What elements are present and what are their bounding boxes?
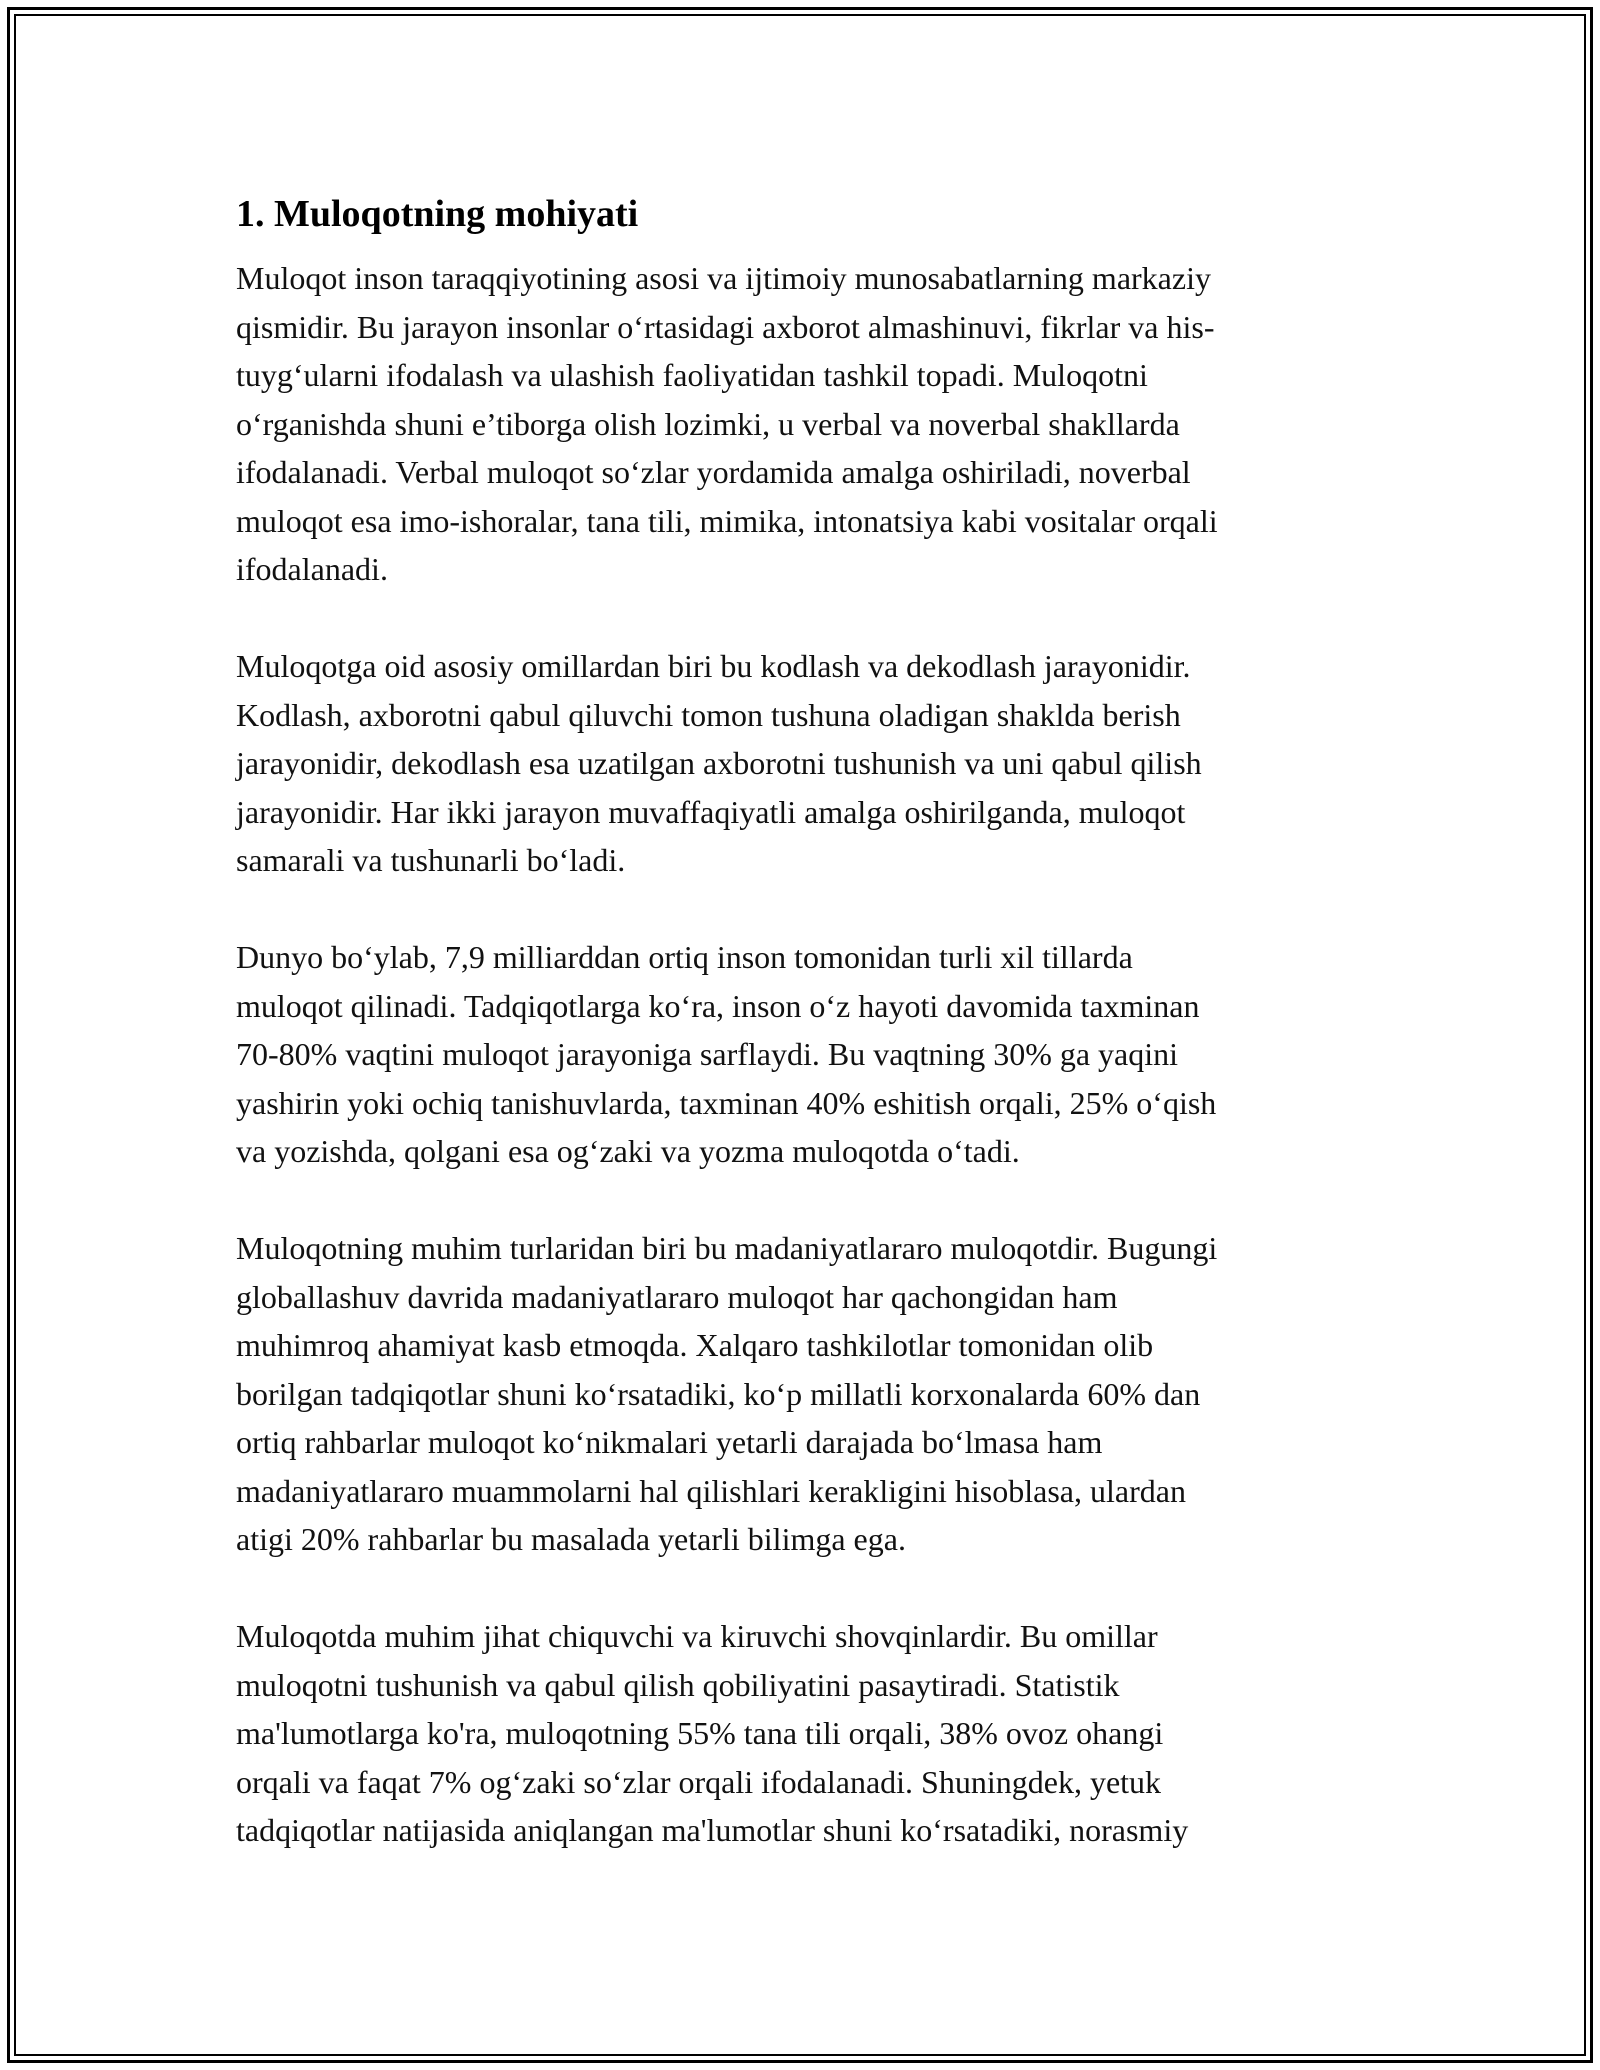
- text-line: muloqotni tushunish va qabul qilish qobiliyatini pasaytiradi. Statistik: [236, 1666, 1120, 1703]
- text-line: ortiq rahbarlar muloqot ko‘nikmalari yetarli darajada bo‘lmasa ham: [236, 1424, 1103, 1460]
- text-line: Kodlash, axborotni qabul qiluvchi tomon tushuna oladigan shaklda berish: [236, 696, 1181, 733]
- text-line: muloqot qilinadi. Tadqiqotlarga ko‘ra, inson o‘z hayoti davomida taxminan: [236, 987, 1200, 1024]
- paragraph-3: [236, 933, 1364, 1176]
- text-line: atigi 20% rahbarlar bu masalada yetarli bilimga ega.: [236, 1521, 906, 1557]
- text-line: o‘rganishda shuni e’tiborga olish lozimki, u verbal va noverbal shakllarda: [236, 405, 1180, 442]
- text-line: tuyg‘ularni ifodalash va ulashish faoliyatidan tashkil topadi. Muloqotni: [236, 357, 1148, 393]
- text-line: tadqiqotlar natijasida aniqlangan ma'lumotlar shuni ko‘rsatadiki, norasmiy: [236, 1812, 1189, 1848]
- paragraph-1: [236, 254, 1364, 594]
- text-line: Muloqotda muhim jihat chiquvchi va kiruvchi shovqinlardir. Bu omillar: [236, 1618, 1158, 1654]
- text-line: ifodalanadi. Verbal muloqot so‘zlar yordamida amalga oshiriladi, noverbal: [236, 454, 1191, 490]
- text-line: muhimroq ahamiyat kasb etmoqda. Xalqaro tashkilotlar tomonidan olib: [236, 1327, 1154, 1363]
- section-heading: 1. Muloqotning mohiyati: [236, 193, 639, 235]
- text-line: muloqot esa imo-ishoralar, tana tili, mimika, intonatsiya kabi vositalar orqali: [236, 502, 1218, 539]
- text-line: Muloqotning muhim turlaridan biri bu madaniyatlararo muloqotdir. Bugungi: [236, 1230, 1218, 1266]
- text-line: yashirin yoki ochiq tanishuvlarda, taxminan 40% eshitish orqali, 25% o‘qish: [236, 1084, 1217, 1121]
- document-body: [236, 186, 1364, 1903]
- paragraph-2: [236, 642, 1364, 885]
- text-line: 70-80% vaqtini muloqot jarayoniga sarflaydi. Bu vaqtning 30% ga yaqini: [236, 1036, 1179, 1072]
- text-line: qismidir. Bu jarayon insonlar o‘rtasidagi axborot almashinuvi, fikrlar va his-: [236, 308, 1215, 345]
- text-line: ma'lumotlarga ko'ra, muloqotning 55% tana tili orqali, 38% ovoz ohangi: [236, 1715, 1164, 1751]
- text-line: va yozishda, qolgani esa og‘zaki va yozma muloqotda o‘tadi.: [236, 1133, 1020, 1169]
- text-line: ifodalanadi.: [236, 551, 388, 587]
- text-line: jarayonidir, dekodlash esa uzatilgan axborotni tushunish va uni qabul qilish: [236, 745, 1202, 781]
- text-line: samarali va tushunarli bo‘ladi.: [236, 842, 626, 878]
- text-line: orqali va faqat 7% og‘zaki so‘zlar orqali ifodalanadi. Shuningdek, yetuk: [236, 1763, 1162, 1800]
- text-line: Dunyo bo‘ylab, 7,9 milliarddan ortiq inson tomonidan turli xil tillarda: [236, 939, 1133, 975]
- text-line: jarayonidir. Har ikki jarayon muvaffaqiyatli amalga oshirilganda, muloqot: [236, 793, 1186, 830]
- text-line: borilgan tadqiqotlar shuni ko‘rsatadiki, ko‘p millatli korxonalarda 60% dan: [236, 1375, 1201, 1412]
- text-line: madaniyatlararo muammolarni hal qilishlari kerakligini hisoblasa, ulardan: [236, 1472, 1186, 1509]
- paragraph-5: [236, 1612, 1364, 1855]
- text-line: Muloqot inson taraqqiyotining asosi va ijtimoiy munosabatlarning markaziy: [236, 260, 1211, 296]
- paragraph-4: [236, 1224, 1364, 1564]
- text-line: Muloqotga oid asosiy omillardan biri bu kodlash va dekodlash jarayonidir.: [236, 648, 1191, 684]
- text-line: globallashuv davrida madaniyatlararo muloqot har qachongidan ham: [236, 1278, 1118, 1315]
